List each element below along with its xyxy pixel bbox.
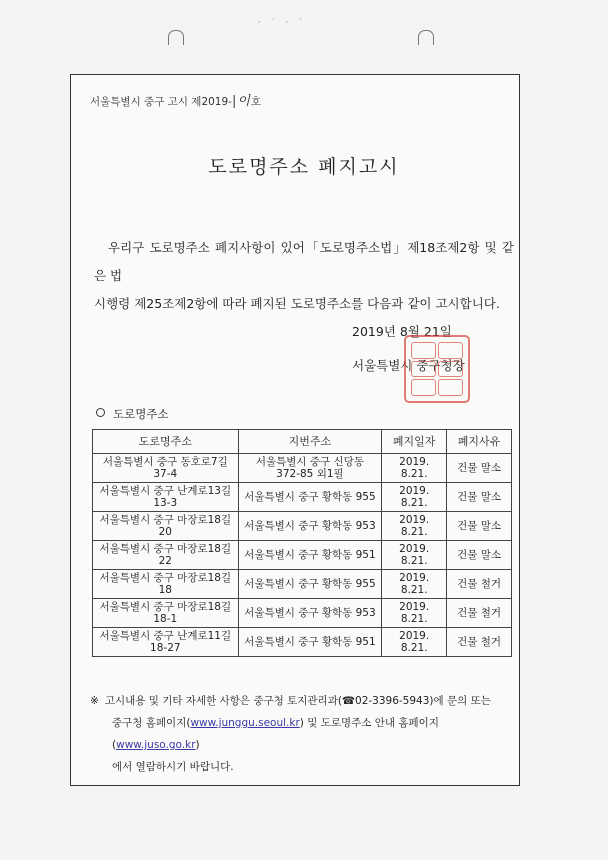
header-abolish-date: 폐지일자 xyxy=(382,430,447,454)
cell-road-address: 서울특별시 중구 마장로18길 20 xyxy=(93,512,239,541)
cell-abolish-reason: 건물 말소 xyxy=(447,483,512,512)
binder-hole-right xyxy=(418,30,434,45)
footnote xyxy=(90,690,520,778)
address-table xyxy=(92,429,512,657)
cell-road-address: 서울특별시 중구 마장로18길 18 xyxy=(93,570,239,599)
cell-lot-address: 서울특별시 중구 황학동 951 xyxy=(238,628,382,657)
table-row xyxy=(93,599,512,628)
signer: 서울특별시 중구청장 xyxy=(352,358,465,373)
table-row xyxy=(93,541,512,570)
table-row xyxy=(93,512,512,541)
table-row xyxy=(93,454,512,483)
header-road-address: 도로명주소 xyxy=(93,430,239,454)
body-text xyxy=(94,234,514,318)
section-label: 도로명주소 xyxy=(113,407,169,421)
header-lot-address: 지번주소 xyxy=(238,430,382,454)
cell-abolish-reason: 건물 말소 xyxy=(447,512,512,541)
document-title: 도로명주소 폐지고시 xyxy=(208,156,400,178)
junggu-homepage-link[interactable]: www.junggu.seoul.kr xyxy=(190,717,300,729)
cell-abolish-date: 2019. 8.21. xyxy=(382,454,447,483)
cell-abolish-date: 2019. 8.21. xyxy=(382,628,447,657)
cell-road-address: 서울특별시 중구 동호로7길 37-4 xyxy=(93,454,239,483)
table-row xyxy=(93,483,512,512)
juso-homepage-link[interactable]: www.juso.go.kr xyxy=(116,739,196,751)
cell-abolish-date: 2019. 8.21. xyxy=(382,570,447,599)
cell-abolish-reason: 건물 철거 xyxy=(447,599,512,628)
notice-number-suffix: 호 xyxy=(250,96,262,108)
cell-lot-address: 서울특별시 중구 황학동 955 xyxy=(238,483,382,512)
issue-date: 2019년 8월 21일 xyxy=(352,324,452,339)
cell-road-address: 서울특별시 중구 마장로18길 18-1 xyxy=(93,599,239,628)
notice-number-handwritten: |이 xyxy=(231,94,251,109)
cell-lot-address: 서울특별시 중구 황학동 955 xyxy=(238,570,382,599)
cell-abolish-reason: 건물 철거 xyxy=(447,570,512,599)
notice-number-prefix: 서울특별시 중구 고시 제2019- xyxy=(90,96,232,108)
cell-lot-address: 서울특별시 중구 신당동 372-85 외1필 xyxy=(238,454,382,483)
table-row xyxy=(93,570,512,599)
cell-abolish-date: 2019. 8.21. xyxy=(382,483,447,512)
cell-abolish-reason: 건물 말소 xyxy=(447,541,512,570)
cell-road-address: 서울특별시 중구 난계로13길 13-3 xyxy=(93,483,239,512)
cell-abolish-date: 2019. 8.21. xyxy=(382,599,447,628)
body-line-2: 시행령 제25조제2항에 따라 폐지된 도로명주소를 다음과 같이 고시합니다. xyxy=(94,296,500,311)
scan-specks: · ˙ · ˙ xyxy=(258,18,307,27)
table-header-row xyxy=(93,430,512,454)
reference-mark: ※ xyxy=(90,695,99,707)
cell-abolish-date: 2019. 8.21. xyxy=(382,541,447,570)
header-abolish-reason: 폐지사유 xyxy=(447,430,512,454)
cell-abolish-reason: 건물 말소 xyxy=(447,454,512,483)
footnote-line-1: ※ 고시내용 및 기타 자세한 사항은 중구청 토지관리과(☎02-3396-5943)에 문의 또는 xyxy=(90,695,491,707)
cell-lot-address: 서울특별시 중구 황학동 953 xyxy=(238,599,382,628)
notice-number xyxy=(90,90,261,109)
cell-lot-address: 서울특별시 중구 황학동 953 xyxy=(238,512,382,541)
table-row xyxy=(93,628,512,657)
footnote-line-2: 중구청 홈페이지(www.junggu.seoul.kr) 및 도로명주소 안내 홈페이지(www.juso.go.kr) xyxy=(112,717,439,751)
cell-road-address: 서울특별시 중구 마장로18길 22 xyxy=(93,541,239,570)
binder-hole-left xyxy=(168,30,184,45)
section-heading xyxy=(96,406,169,422)
body-line-1: 우리구 도로명주소 폐지사항이 있어「도로명주소법」제18조제2항 및 같은 법 xyxy=(94,240,514,283)
cell-abolish-reason: 건물 철거 xyxy=(447,628,512,657)
cell-lot-address: 서울특별시 중구 황학동 951 xyxy=(238,541,382,570)
footnote-line-3: 에서 열람하시기 바랍니다. xyxy=(112,761,234,773)
cell-abolish-date: 2019. 8.21. xyxy=(382,512,447,541)
cell-road-address: 서울특별시 중구 난계로11길 18-27 xyxy=(93,628,239,657)
official-seal xyxy=(404,335,470,403)
circle-bullet-icon xyxy=(96,408,105,417)
